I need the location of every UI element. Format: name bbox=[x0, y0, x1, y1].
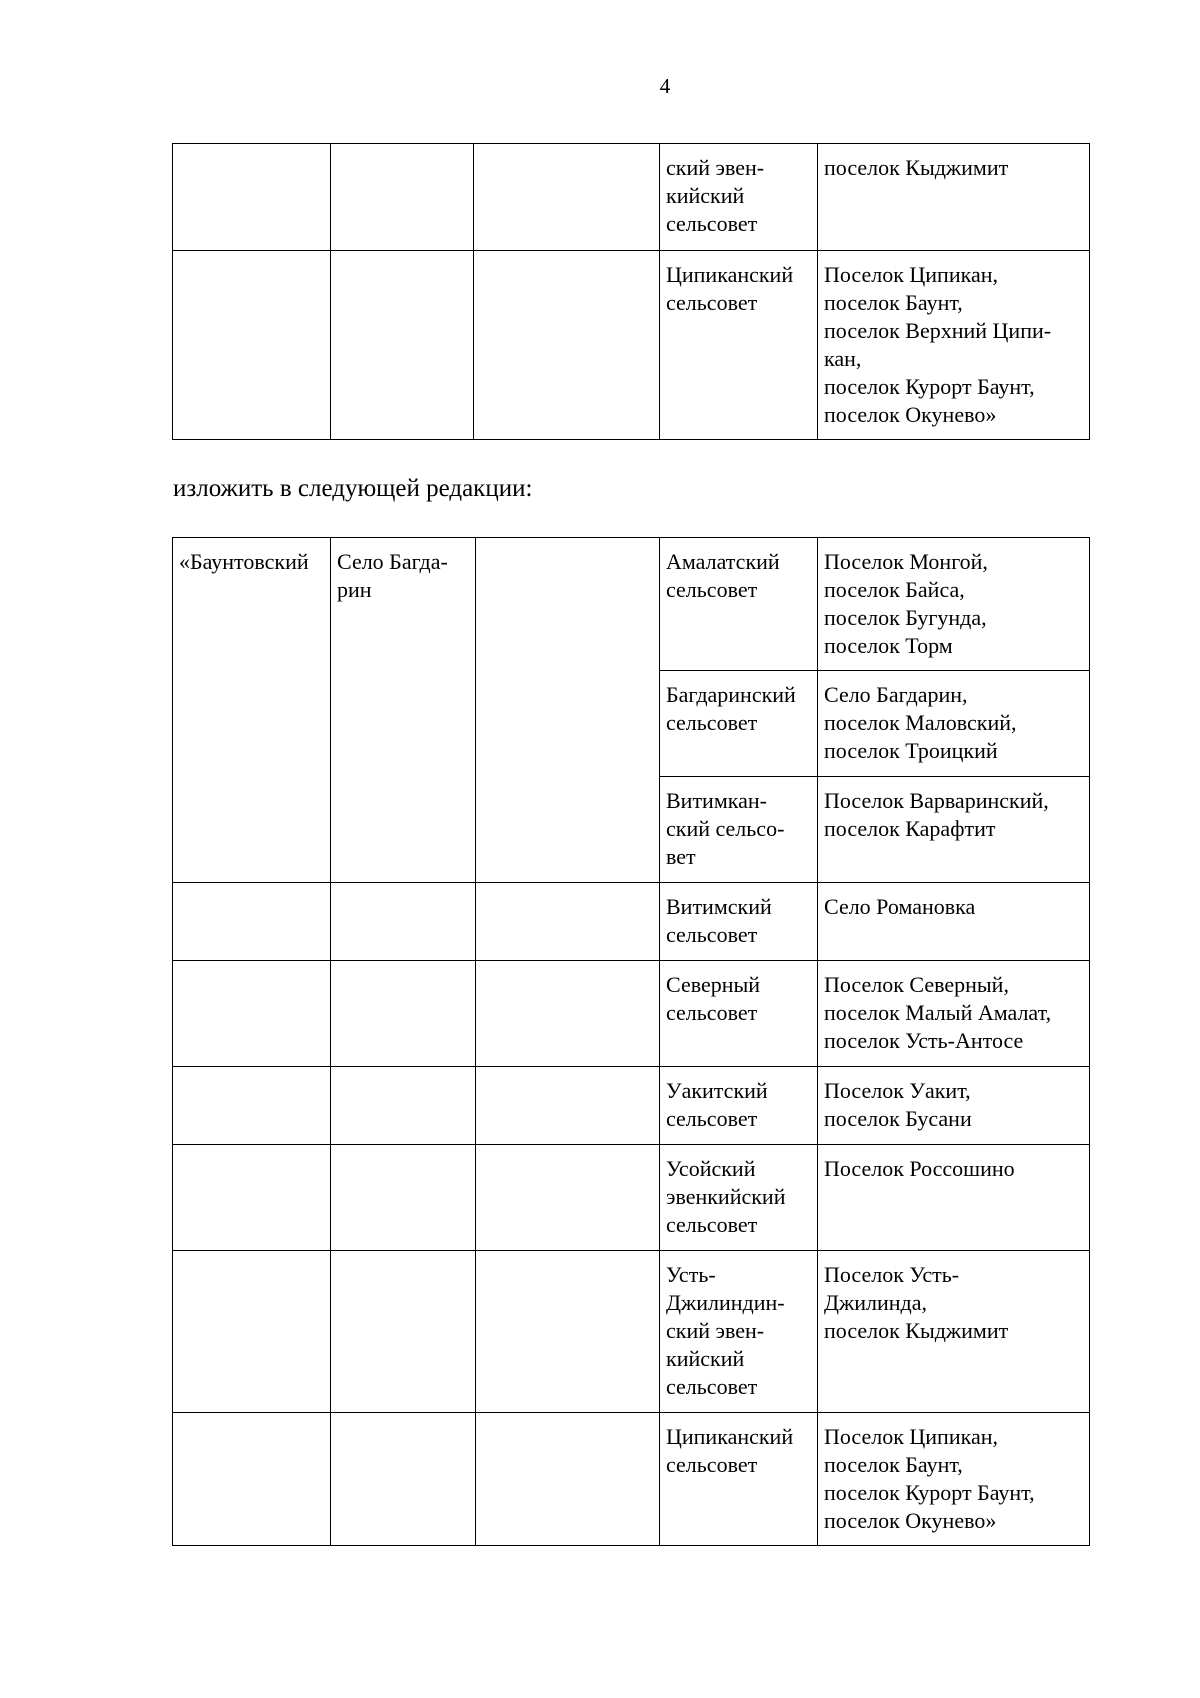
empty-cell bbox=[331, 1067, 476, 1145]
district-cell: «Баунтовский bbox=[173, 538, 331, 883]
table-row bbox=[173, 1251, 1090, 1413]
selsovet-cell: Багдаринский сельсовет bbox=[660, 671, 818, 777]
empty-cell bbox=[331, 1251, 476, 1413]
empty-cell bbox=[474, 144, 660, 251]
table-row bbox=[173, 1067, 1090, 1145]
empty-cell bbox=[173, 883, 331, 961]
district-cell bbox=[173, 251, 331, 440]
settlements-table-new bbox=[172, 537, 1090, 1546]
settlements-cell: Поселок Уакит, поселок Бусани bbox=[818, 1067, 1090, 1145]
table-row bbox=[173, 883, 1090, 961]
settlements-cell: Поселок Россошино bbox=[818, 1145, 1090, 1251]
center-cell bbox=[331, 144, 474, 251]
table-row bbox=[173, 1413, 1090, 1546]
selsovet-cell: Амалатский сельсовет bbox=[660, 538, 818, 671]
selsovet-cell: Витимкан- ский сельсо- вет bbox=[660, 777, 818, 883]
center-cell bbox=[331, 251, 474, 440]
table-row bbox=[173, 538, 1090, 671]
selsovet-cell: Ципиканский сельсовет bbox=[660, 1413, 818, 1546]
empty-cell bbox=[173, 1145, 331, 1251]
empty-cell bbox=[476, 1413, 660, 1546]
empty-cell bbox=[331, 1413, 476, 1546]
center-cell: Село Багда- рин bbox=[331, 538, 476, 883]
table-row bbox=[173, 144, 1090, 251]
empty-cell bbox=[173, 1413, 331, 1546]
empty-cell bbox=[476, 1145, 660, 1251]
page-number: 4 bbox=[659, 74, 671, 98]
settlements-cell: Поселок Северный, поселок Малый Амалат, поселок Усть-Антосе bbox=[818, 961, 1090, 1067]
settlements-cell: Поселок Ципикан, поселок Баунт, поселок Верхний Ципи- кан, поселок Курорт Баунт, поселок Окунево» bbox=[818, 251, 1090, 440]
settlements-cell: Поселок Монгой, поселок Байса, поселок Бугунда, поселок Торм bbox=[818, 538, 1090, 671]
empty-cell bbox=[331, 883, 476, 961]
empty-cell bbox=[476, 1067, 660, 1145]
selsovet-cell: Витимский сельсовет bbox=[660, 883, 818, 961]
selsovet-cell: Уакитский сельсовет bbox=[660, 1067, 818, 1145]
selsovet-cell: ский эвен- кийский сельсовет bbox=[660, 144, 818, 251]
selsovet-cell: Северный сельсовет bbox=[660, 961, 818, 1067]
table-row bbox=[173, 251, 1090, 440]
settlements-cell: Село Романовка bbox=[818, 883, 1090, 961]
district-cell bbox=[173, 144, 331, 251]
settlements-cell: Поселок Ципикан, поселок Баунт, поселок Курорт Баунт, поселок Окунево» bbox=[818, 1413, 1090, 1546]
empty-cell bbox=[331, 1145, 476, 1251]
selsovet-cell: Ципиканский сельсовет bbox=[660, 251, 818, 440]
empty-cell bbox=[476, 1251, 660, 1413]
intro-text: изложить в следующей редакции: bbox=[173, 475, 533, 502]
table-row bbox=[173, 961, 1090, 1067]
empty-cell bbox=[476, 961, 660, 1067]
selsovet-cell: Усойский эвенкийский сельсовет bbox=[660, 1145, 818, 1251]
empty-cell bbox=[331, 961, 476, 1067]
selsovet-cell: Усть- Джилиндин- ский эвен- кийский сельсовет bbox=[660, 1251, 818, 1413]
empty-cell bbox=[476, 538, 660, 883]
settlements-cell: поселок Кыджимит bbox=[818, 144, 1090, 251]
settlements-table-old bbox=[172, 143, 1090, 440]
empty-cell bbox=[173, 961, 331, 1067]
empty-cell bbox=[474, 251, 660, 440]
table-row bbox=[173, 1145, 1090, 1251]
empty-cell bbox=[173, 1251, 331, 1413]
settlements-cell: Поселок Усть- Джилинда, поселок Кыджимит bbox=[818, 1251, 1090, 1413]
empty-cell bbox=[476, 883, 660, 961]
empty-cell bbox=[173, 1067, 331, 1145]
settlements-cell: Поселок Варваринский, поселок Карафтит bbox=[818, 777, 1090, 883]
settlements-cell: Село Багдарин, поселок Маловский, поселок Троицкий bbox=[818, 671, 1090, 777]
